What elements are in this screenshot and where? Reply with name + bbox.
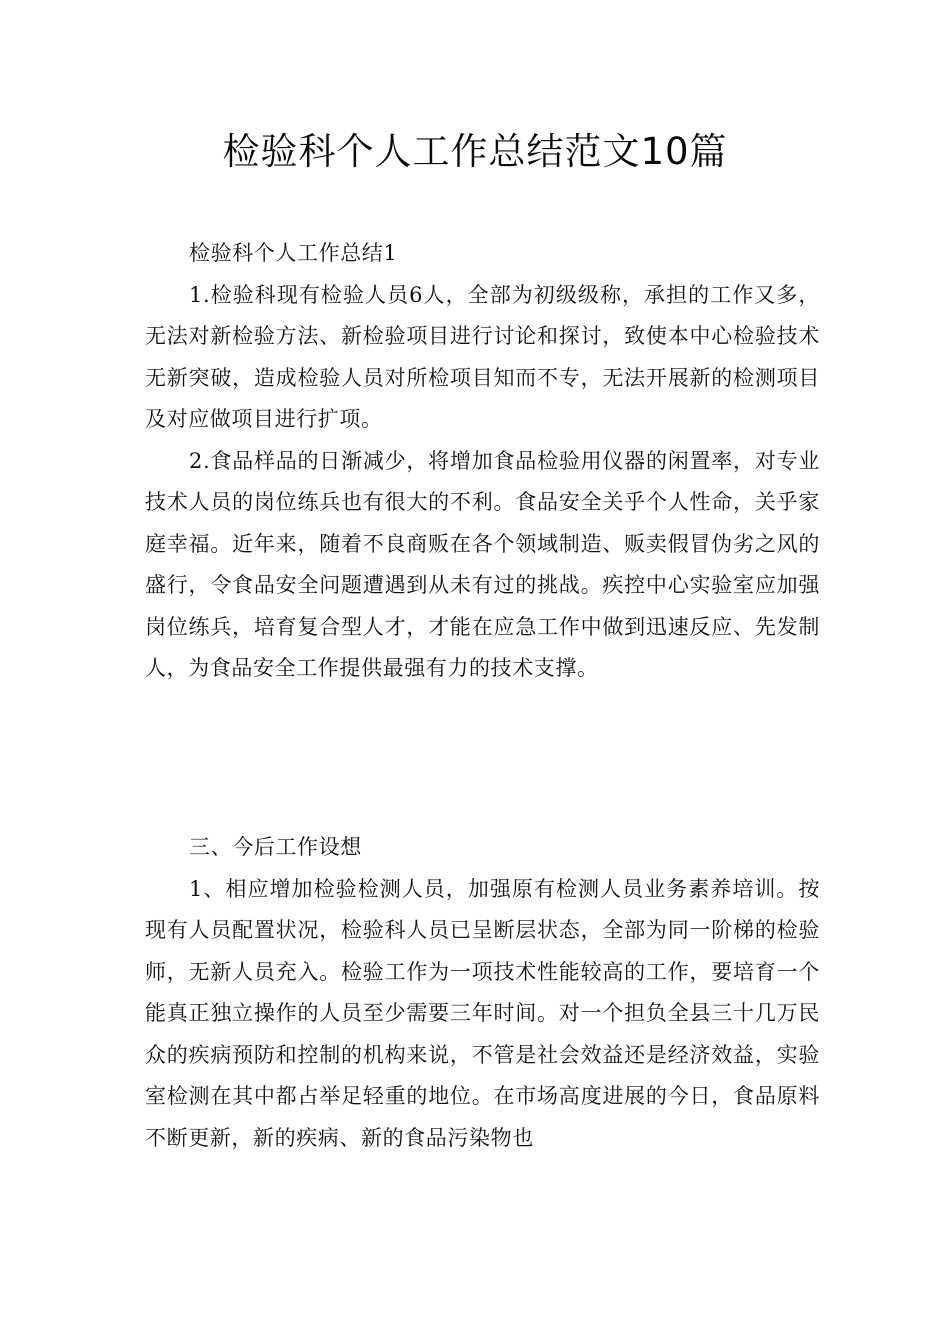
document-title: 检验科个人工作总结范文10篇 [222, 130, 728, 173]
paragraph: 2.食品样品的日渐减少，将增加食品检验用仪器的闲置率，对专业技术人员的岗位练兵也有很大的不利。食品安全关乎个人性命，关乎家庭幸福。近年来，随着不良商贩在各个领域制造、贩卖假冒伪劣之风的盛行，令食品安全问题遭遇到从未有过的挑战。疾控中心实验室应加强岗位练兵，培育复合型人才，才能在应急工作中做到迅速反应、先发制人，为食品安全工作提供最强有力的技术支撑。 [145, 448, 820, 680]
section-2 [145, 827, 820, 1159]
section-heading: 检验科个人工作总结1 [189, 241, 398, 265]
paragraph: 1、相应增加检验检测人员，加强原有检测人员业务素养培训。按现有人员配置状况，检验科人员已呈断层状态，全部为同一阶梯的检验师，无新人员充入。检验工作为一项技术性能较高的工作，要培育一个能真正独立操作的人员至少需要三年时间。对一个担负全县三十几万民众的疾病预防和控制的机构来说，不管是社会效益还是经济效益，实验室检测在其中都占举足轻重的地位。在市场高度进展的今日，食品原料不断更新，新的疾病、新的食品污染物也 [145, 876, 820, 1150]
section-1 [145, 233, 820, 690]
paragraph: 1.检验科现有检验人员6人，全部为初级级称，承担的工作又多，无法对新检验方法、新检验项目进行讨论和探讨，致使本中心检验技术无新突破，造成检验人员对所检项目知而不专，无法开展新的检测项目及对应做项目进行扩项。 [145, 282, 820, 431]
section-heading: 三、今后工作设想 [189, 835, 362, 859]
